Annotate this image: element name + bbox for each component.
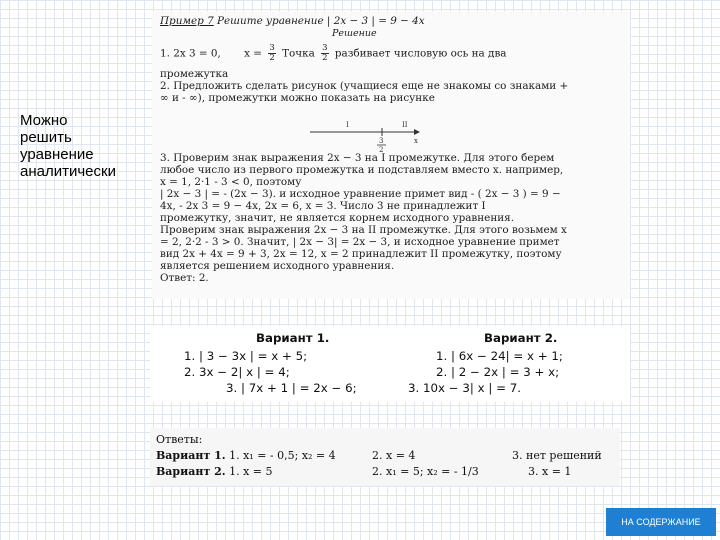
variant-2-item: 3. 10х − 3| х | = 7. <box>408 381 521 395</box>
example-title-word: Пример 7 <box>160 15 214 27</box>
side-note-line: аналитически <box>20 163 116 180</box>
axis-frac-num: 3 <box>379 137 384 145</box>
axis-variable: x <box>414 137 418 145</box>
table-of-contents-button[interactable]: НА СОДЕРЖАНИЕ <box>606 508 716 536</box>
variants-block <box>150 326 630 402</box>
answers-variant-2-label: Вариант 2. <box>156 465 226 478</box>
text-line: любое число из первого промежутка и подставляем вместо х. например, <box>160 164 564 176</box>
text-line: Проверим знак выражения 2х − 3 на II промежутке. Для этого возьмем х <box>160 224 567 236</box>
axis-label-interval-1: I <box>346 121 349 129</box>
step-1-point: Точка <box>282 47 315 60</box>
answer-value: 2. x₁ = 5; x₂ = - 1/3 <box>372 465 479 478</box>
text-line: является решением исходного уравнения. <box>160 260 395 272</box>
example-solution-block <box>152 12 630 299</box>
solution-label: Решение <box>332 28 377 39</box>
answer-value: 1. x₁ = - 0,5; x₂ = 4 <box>229 449 336 462</box>
side-note-line: уравнение <box>20 146 94 163</box>
text-line: вид 2х + 4х = 9 + 3, 2х = 12, х = 2 принадлежит II промежутку, поэтому <box>160 248 562 260</box>
text-line: ∞ и - ∞), промежутки можно показать на рисунке <box>160 92 435 104</box>
text-line: х = 1, 2·1 - 3 < 0, поэтому <box>160 176 302 188</box>
answer-value: 3. нет решений <box>512 449 602 462</box>
example-title <box>160 15 425 27</box>
variant-2-item: 2. | 2 − 2х | = 3 + х; <box>436 365 560 379</box>
answer-line: Ответ: 2. <box>160 272 209 284</box>
side-note-line: Можно <box>20 112 68 129</box>
text-line: промежутку, значит, не является корнем исходного уравнения. <box>160 212 515 224</box>
fraction: $\frac{3}{2}$ <box>322 43 328 63</box>
text-line: 4х, - 2х 3 = 9 − 4х, 2х = 6, х = 3. Число 3 не принадлежит I <box>160 200 486 212</box>
variant-1-item: 3. | 7х + 1 | = 2х − 6; <box>226 381 357 395</box>
answer-value: 3. x = 1 <box>528 465 572 478</box>
step-1-line <box>160 44 506 63</box>
variant-1-item: 2. 3х − 2| х | = 4; <box>184 365 290 379</box>
side-note <box>20 112 150 180</box>
text-line: промежутка <box>160 68 229 80</box>
step-1-x: х = <box>244 47 263 60</box>
answer-value: 1. x = 5 <box>229 465 273 478</box>
text-line: 2. Предложить сделать рисунок (учащиеся еще не знакомы со знаками + <box>160 80 569 92</box>
variant-1-item: 1. | 3 − 3х | = х + 5; <box>184 349 308 363</box>
text-line: | 2х − 3 | = - (2х − 3). и исходное уравнение примет вид - ( 2х − 3 ) = 9 − <box>160 188 561 200</box>
axis-label-interval-2: II <box>402 121 408 129</box>
answers-block <box>150 428 620 486</box>
text-line: = 2, 2·2 - 3 > 0. Значит, | 2х − 3| = 2х − 3, и исходное уравнение примет <box>160 236 560 248</box>
text-line: 3. Проверим знак выражения 2х − 3 на I промежутке. Для этого берем <box>160 152 555 164</box>
side-note-line: решить <box>20 129 72 146</box>
number-line-diagram <box>310 116 420 154</box>
answer-value: 2. x = 4 <box>372 449 416 462</box>
variant-1-heading: Вариант 1. <box>256 331 330 345</box>
variant-2-heading: Вариант 2. <box>484 331 558 345</box>
step-1-tail: разбивает числовую ось на два <box>334 47 507 60</box>
answers-row-1 <box>156 448 336 464</box>
axis-frac-den: 2 <box>379 146 384 154</box>
step-1-equation: 1. 2х 3 = 0, <box>160 47 221 60</box>
answers-heading: Ответы: <box>156 433 203 446</box>
variant-2-item: 1. | 6х − 24| = х + 1; <box>436 349 563 363</box>
fraction: $\frac{3}{2}$ <box>269 43 275 63</box>
axis-arrow <box>414 129 420 135</box>
answers-row-2 <box>156 464 273 480</box>
answers-variant-1-label: Вариант 1. <box>156 449 226 462</box>
example-title-text: Решите уравнение | 2х − 3 | = 9 − 4х <box>213 15 425 27</box>
